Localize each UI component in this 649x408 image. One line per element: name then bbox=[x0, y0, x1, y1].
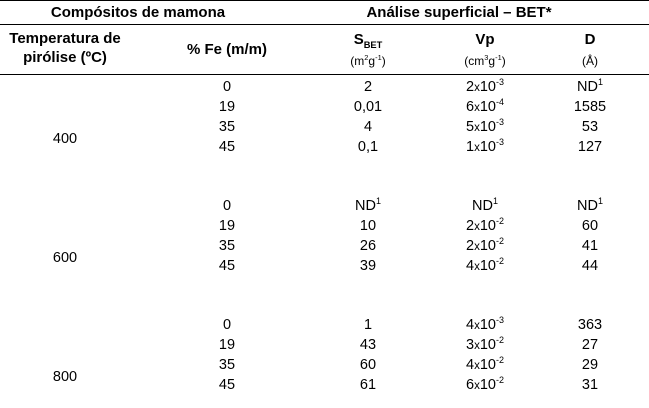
sbet-cell bbox=[354, 100, 382, 115]
vp-unit-close: ) bbox=[501, 54, 506, 68]
vp-mantissa: 1 bbox=[465, 139, 475, 155]
vp-exponent: -2 bbox=[496, 236, 505, 247]
fe-value: 19 bbox=[218, 218, 236, 234]
fe-value: 45 bbox=[218, 377, 236, 393]
d-cell bbox=[578, 140, 602, 155]
d-cell bbox=[582, 358, 598, 373]
d-cell bbox=[582, 120, 598, 135]
fe-cell bbox=[219, 100, 235, 115]
sbet-cell bbox=[364, 80, 372, 95]
group-header-composites: Compósitos de mamona bbox=[50, 4, 226, 21]
col-header-sbet-unit bbox=[350, 55, 385, 67]
sbet-cell bbox=[360, 338, 376, 353]
vp-mantissa: 6 bbox=[465, 377, 475, 393]
vp-base: 10 bbox=[479, 79, 497, 95]
d-cell bbox=[582, 378, 598, 393]
d-value: 1585 bbox=[573, 99, 607, 115]
vp-exponent: -3 bbox=[496, 315, 505, 326]
fe-cell bbox=[219, 219, 235, 234]
sbet-value: 61 bbox=[359, 377, 377, 393]
sbet-unit-open: (m bbox=[350, 54, 365, 68]
vp-cell bbox=[465, 256, 505, 274]
sbet-value: 4 bbox=[363, 119, 373, 135]
fe-cell bbox=[219, 338, 235, 353]
vp-footnote: 1 bbox=[492, 196, 498, 207]
fe-value: 19 bbox=[218, 99, 236, 115]
sbet-unit-mid: g bbox=[368, 54, 376, 68]
vp-unit-sup2: -1 bbox=[495, 53, 502, 62]
vp-times: x bbox=[474, 359, 480, 372]
d-cell bbox=[582, 338, 598, 353]
fe-value: 35 bbox=[218, 238, 236, 254]
vp-times: x bbox=[474, 101, 480, 114]
d-value: 363 bbox=[577, 317, 603, 333]
vp-mantissa: 2 bbox=[465, 238, 475, 254]
vp-times: x bbox=[474, 81, 480, 94]
group-header-bet: Análise superficial – BET* bbox=[366, 4, 552, 21]
col-header-d: D bbox=[584, 31, 596, 48]
vp-unit-open: (cm bbox=[464, 54, 485, 68]
vp-base: 10 bbox=[479, 218, 497, 234]
sbet-value: 0,01 bbox=[353, 99, 383, 115]
sbet-cell bbox=[364, 318, 372, 333]
vp-mantissa: 4 bbox=[465, 258, 475, 274]
d-cell bbox=[574, 100, 606, 115]
sbet-cell bbox=[360, 358, 376, 373]
vp-base: 10 bbox=[479, 337, 497, 353]
col-header-temperature bbox=[9, 31, 120, 65]
vp-mantissa: 4 bbox=[465, 317, 475, 333]
vp-base: 10 bbox=[479, 119, 497, 135]
fe-cell bbox=[219, 358, 235, 373]
d-value: 44 bbox=[581, 258, 599, 274]
vp-mantissa: 2 bbox=[465, 79, 475, 95]
vp-times: x bbox=[474, 141, 480, 154]
vp-times: x bbox=[474, 240, 480, 253]
d-value: 53 bbox=[581, 119, 599, 135]
temperature-cell: 800 bbox=[52, 369, 78, 385]
vp-times: x bbox=[474, 339, 480, 352]
vp-cell bbox=[465, 117, 505, 135]
vp-base: 10 bbox=[479, 238, 497, 254]
col-header-sbet bbox=[353, 31, 383, 50]
temperature-cell: 400 bbox=[52, 131, 78, 147]
sbet-cell bbox=[364, 120, 372, 135]
fe-cell bbox=[223, 199, 231, 214]
sbet-value: 2 bbox=[363, 79, 373, 95]
vp-cell bbox=[472, 196, 498, 214]
col-header-fe: % Fe (m/m) bbox=[186, 41, 268, 58]
fe-cell bbox=[223, 318, 231, 333]
fe-value: 45 bbox=[218, 258, 236, 274]
sbet-unit-sup1: 2 bbox=[364, 53, 369, 62]
fe-value: 19 bbox=[218, 337, 236, 353]
fe-value: 45 bbox=[218, 139, 236, 155]
vp-base: 10 bbox=[479, 377, 497, 393]
sbet-value: 60 bbox=[359, 357, 377, 373]
fe-cell bbox=[223, 80, 231, 95]
d-value: ND bbox=[577, 198, 598, 214]
vp-times: x bbox=[474, 379, 480, 392]
d-footnote: 1 bbox=[597, 77, 603, 88]
sbet-footnote: 1 bbox=[375, 196, 381, 207]
sbet-value: 26 bbox=[359, 238, 377, 254]
vp-unit-mid: g bbox=[488, 54, 496, 68]
vp-base: 10 bbox=[479, 139, 497, 155]
vp-exponent: -4 bbox=[496, 97, 505, 108]
sbet-cell bbox=[360, 219, 376, 234]
d-cell bbox=[577, 196, 603, 214]
table-top-rule bbox=[0, 0, 649, 1]
sbet-unit-sup2: -1 bbox=[375, 53, 382, 62]
vp-cell bbox=[465, 77, 505, 95]
d-value: 29 bbox=[581, 357, 599, 373]
sbet-value: 0,1 bbox=[357, 139, 379, 155]
vp-exponent: -3 bbox=[496, 117, 505, 128]
d-value: 127 bbox=[577, 139, 603, 155]
d-cell bbox=[577, 77, 603, 95]
vp-exponent: -2 bbox=[496, 335, 505, 346]
col-header-sbet-main: S bbox=[353, 31, 364, 48]
header-bottom-rule bbox=[0, 74, 649, 75]
fe-cell bbox=[219, 259, 235, 274]
vp-base: 10 bbox=[479, 99, 497, 115]
fe-value: 35 bbox=[218, 357, 236, 373]
vp-unit-sup1: 3 bbox=[484, 53, 489, 62]
temperature-cell: 600 bbox=[52, 250, 78, 266]
sbet-value: ND bbox=[355, 198, 376, 214]
d-cell bbox=[582, 259, 598, 274]
d-value: 41 bbox=[581, 238, 599, 254]
vp-base: 10 bbox=[479, 317, 497, 333]
vp-cell bbox=[465, 335, 505, 353]
sbet-cell bbox=[355, 196, 381, 214]
vp-mantissa: ND bbox=[472, 198, 493, 214]
sbet-value: 1 bbox=[363, 317, 373, 333]
d-cell bbox=[582, 239, 598, 254]
vp-cell bbox=[465, 375, 505, 393]
vp-cell bbox=[465, 216, 505, 234]
col-header-sbet-sub: BET bbox=[363, 40, 383, 50]
vp-exponent: -2 bbox=[496, 256, 505, 267]
vp-exponent: -2 bbox=[496, 375, 505, 386]
vp-cell bbox=[465, 137, 505, 155]
col-header-vp: Vp bbox=[475, 31, 495, 48]
vp-cell bbox=[465, 315, 505, 333]
fe-value: 0 bbox=[222, 79, 232, 95]
col-header-d-unit: (Å) bbox=[582, 54, 598, 68]
vp-base: 10 bbox=[479, 258, 497, 274]
sbet-value: 43 bbox=[359, 337, 377, 353]
vp-mantissa: 3 bbox=[465, 337, 475, 353]
fe-value: 0 bbox=[222, 198, 232, 214]
vp-mantissa: 6 bbox=[465, 99, 475, 115]
vp-mantissa: 4 bbox=[465, 357, 475, 373]
vp-cell bbox=[465, 97, 505, 115]
vp-times: x bbox=[474, 260, 480, 273]
vp-base: 10 bbox=[479, 357, 497, 373]
sbet-cell bbox=[358, 140, 378, 155]
vp-times: x bbox=[474, 220, 480, 233]
vp-mantissa: 5 bbox=[465, 119, 475, 135]
col-header-temperature-line2: pirólise (ºC) bbox=[23, 49, 107, 66]
sbet-unit-close: ) bbox=[381, 54, 386, 68]
vp-exponent: -2 bbox=[496, 216, 505, 227]
sbet-cell bbox=[360, 378, 376, 393]
sbet-value: 10 bbox=[359, 218, 377, 234]
fe-cell bbox=[219, 239, 235, 254]
vp-mantissa: 2 bbox=[465, 218, 475, 234]
header-group-rule bbox=[0, 24, 649, 25]
fe-value: 35 bbox=[218, 119, 236, 135]
d-cell bbox=[582, 219, 598, 234]
col-header-vp-unit bbox=[464, 55, 505, 67]
d-footnote: 1 bbox=[597, 196, 603, 207]
vp-exponent: -3 bbox=[496, 137, 505, 148]
vp-times: x bbox=[474, 319, 480, 332]
fe-value: 0 bbox=[222, 317, 232, 333]
sbet-cell bbox=[360, 259, 376, 274]
fe-cell bbox=[219, 378, 235, 393]
d-value: 27 bbox=[581, 337, 599, 353]
d-cell bbox=[578, 318, 602, 333]
col-header-temperature-line1: Temperatura de bbox=[9, 30, 121, 47]
fe-cell bbox=[219, 120, 235, 135]
vp-cell bbox=[465, 236, 505, 254]
fe-cell bbox=[219, 140, 235, 155]
sbet-value: 39 bbox=[359, 258, 377, 274]
vp-exponent: -3 bbox=[496, 77, 505, 88]
sbet-cell bbox=[360, 239, 376, 254]
vp-cell bbox=[465, 355, 505, 373]
d-value: ND bbox=[577, 79, 598, 95]
vp-times: x bbox=[474, 121, 480, 134]
vp-exponent: -2 bbox=[496, 355, 505, 366]
d-value: 60 bbox=[581, 218, 599, 234]
d-value: 31 bbox=[581, 377, 599, 393]
